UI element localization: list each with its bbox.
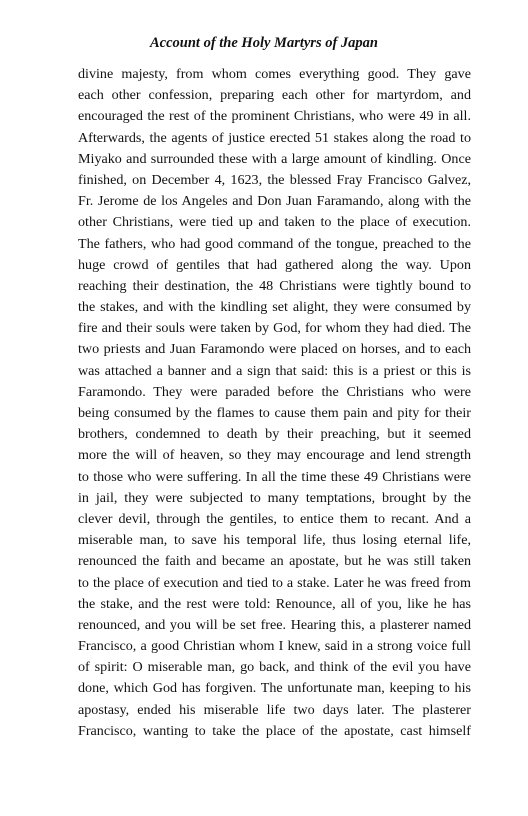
text-line: two priests and Juan Faramondo were placed on horses, and to each [78,341,471,358]
text-line: Miyako and surrounded these with a large amount of kindling. Once [78,150,471,167]
text-line: reaching their destination, the 48 Christians were tightly bound to [78,277,471,294]
text-line: more the will of heaven, so they may encourage and lend strength [78,447,471,464]
text-line: miserable man, to save his temporal life, thus losing eternal life, [78,532,471,549]
text-line: clever devil, through the gentiles, to entice them to recant. And a [78,510,471,527]
text-line: huge crowd of gentiles that had gathered along the way. Upon [78,256,471,273]
text-line: finished, on December 4, 1623, the blessed Fray Francisco Galvez, [78,171,471,188]
text-line: Afterwards, the agents of justice erected 51 stakes along the road to [78,129,471,146]
text-line: Francisco, a good Christian whom I knew, said in a strong voice full [78,638,471,655]
text-line: fire and their souls were taken by God, for whom they had died. The [78,320,471,337]
text-line: of spirit: O miserable man, go back, and think of the evil you have [78,659,471,676]
text-line: the stakes, and with the kindling set alight, they were consumed by [78,299,471,316]
text-line: Fr. Jerome de los Angeles and Don Juan Faramando, along with the [78,193,471,210]
text-line: to those who were suffering. In all the time these 49 Christians were [78,468,471,485]
text-line: being consumed by the flames to cause them pain and pity for their [78,405,471,421]
text-line: renounced the faith and became an apostate, but he was still taken [78,553,471,570]
running-title: Account of the Holy Martyrs of Japan [150,35,378,51]
text-line: in jail, they were subjected to many temptations, brought by the [78,489,471,506]
text-line: the stake, and the rest were told: Renounce, all of you, like he has [78,595,471,612]
text-line: each other confession, preparing each other for martyrdom, and [78,87,471,104]
text-line: brothers, condemned to death by their preaching, but it seemed [78,426,471,443]
text-line: apostasy, ended his miserable life two days later. The plasterer [78,701,471,718]
text-line: Francisco, wanting to take the place of the apostate, cast himself [78,722,471,739]
body-text [78,64,471,742]
text-line: done, which God has forgiven. The unfortunate man, keeping to his [78,680,471,697]
text-line: Faramondo. They were paraded before the Christians who were [78,383,471,400]
text-line: to the place of execution and tied to a stake. Later he was freed from [78,574,471,591]
text-line: renounced, and you will be set free. Hearing this, a plasterer named [78,616,471,633]
text-line: was attached a banner and a sign that said: this is a priest or this is [78,362,471,379]
text-line: encouraged the rest of the prominent Christians, who were 49 in all. [78,108,471,125]
text-line: The fathers, who had good command of the tongue, preached to the [78,235,471,252]
text-line: other Christians, were tied up and taken to the place of execution. [78,214,471,231]
text-line: divine majesty, from whom comes everything good. They gave [78,66,471,82]
